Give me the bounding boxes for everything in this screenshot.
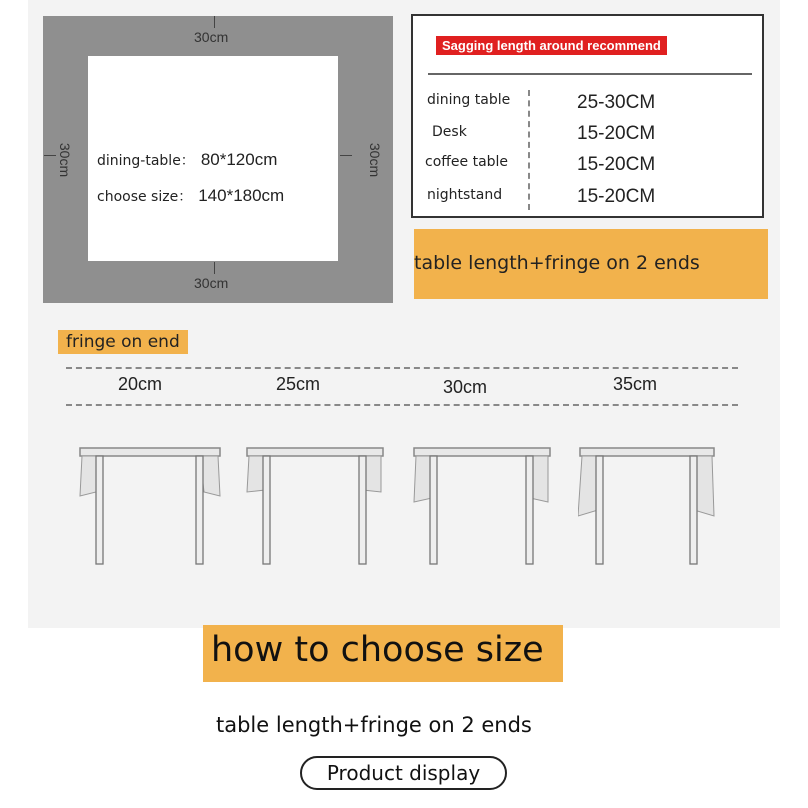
tick-left: [44, 155, 56, 156]
fringe-dash-top: [66, 367, 738, 369]
table-illustration: [78, 446, 228, 576]
choose-size-spec: [97, 186, 284, 206]
sagging-title: Sagging length around recommend: [436, 36, 667, 55]
fringe-value: 30cm: [443, 377, 488, 397]
dining-table-value: 80*120cm: [200, 150, 278, 169]
dimension-top: 30cm: [194, 29, 229, 45]
fringe-dash-bottom: [66, 404, 738, 406]
sagging-column-separator: [528, 90, 530, 210]
choose-size-value: 140*180cm: [198, 186, 285, 205]
sagging-divider: [428, 73, 752, 75]
main-banner-title: how to choose size: [211, 630, 544, 670]
fringe-value: 20cm: [118, 374, 163, 394]
table-illustration: [245, 446, 395, 576]
sagging-row-value: 25-30CM: [577, 92, 656, 113]
dining-table-label: dining-table：: [97, 153, 195, 169]
right-banner-text: table length+fringe on 2 ends: [414, 252, 700, 274]
tick-bottom: [214, 262, 215, 274]
footer-text: table length+fringe on 2 ends: [216, 713, 532, 737]
fringe-label: fringe on end: [58, 330, 188, 354]
sagging-row-name: dining table: [427, 92, 511, 108]
choose-size-label: choose size：: [97, 189, 193, 205]
dimension-right: 30cm: [367, 142, 384, 178]
dimension-bottom: 30cm: [194, 275, 229, 291]
sagging-row-value: 15-20CM: [577, 154, 656, 175]
table-illustration: [578, 446, 728, 576]
table-illustration: [412, 446, 562, 576]
sagging-row-value: 15-20CM: [577, 123, 656, 144]
sagging-row-name: Desk: [432, 124, 467, 140]
dining-table-spec: [97, 150, 277, 170]
fringe-value: 25cm: [276, 374, 321, 394]
tick-right: [340, 155, 352, 156]
dimension-left: 30cm: [57, 142, 74, 178]
sagging-row-name: nightstand: [427, 187, 503, 203]
product-display-button[interactable]: Product display: [300, 756, 507, 790]
sagging-row-name: coffee table: [425, 154, 509, 170]
tick-top: [214, 16, 215, 28]
fringe-value: 35cm: [613, 374, 658, 394]
sagging-row-value: 15-20CM: [577, 186, 656, 207]
